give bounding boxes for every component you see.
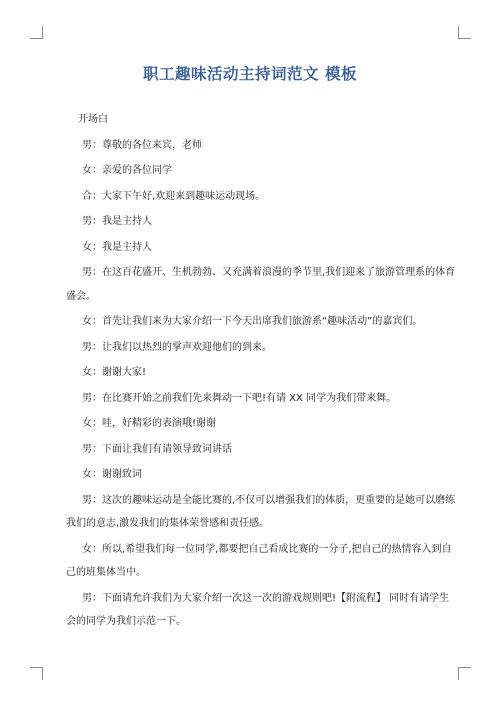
crop-mark-bottom-left — [30, 667, 43, 680]
document-body — [66, 108, 458, 636]
paragraph: 女：亲爱的各位同学 — [82, 165, 172, 176]
paragraph: 合：大家下午好,欢迎来到趣味运动现场。 — [82, 190, 266, 202]
paragraph: 男：尊敬的各位来宾，老师 — [82, 139, 202, 151]
paragraph: 男：我是主持人 — [82, 216, 152, 227]
paragraph: 男：让我们以热烈的掌声欢迎他们的到来。 — [82, 341, 272, 353]
crop-mark-top-right — [458, 26, 471, 39]
paragraph: 男：在比赛开始之前我们先来舞动一下吧!有请 XX 同学为我们带来舞。 — [82, 392, 397, 404]
document-title: 职工趣味活动主持词范文 模板 — [143, 65, 357, 83]
paragraph-opening: 开场白 — [78, 114, 108, 125]
paragraph: 男：下面让我们有请领导致词讲话 — [82, 443, 232, 455]
crop-mark-top-left — [30, 26, 43, 39]
paragraph: 男：下面请允许我们为大家介绍一次这一次的游戏规则吧!【附流程】 同时有请学生会的同学为我们示范一下。 — [66, 592, 450, 627]
paragraph: 女：所以,希望我们每一位同学,都要把自己看成比赛的一分子,把自己的热情容入到自己的班集体当中。 — [66, 543, 452, 578]
paragraph: 女：首先让我们来为大家介绍一下今天出席我们旅游系“趣味活动”的嘉宾们。 — [82, 316, 423, 327]
paragraph: 女：谢谢大家! — [82, 367, 147, 378]
paragraph: 男：在这百花盛开、生机勃勃、又充满着浪漫的季节里,我们迎来了旅游管理系的体育盛会。 — [66, 267, 456, 302]
crop-mark-bottom-right — [458, 667, 471, 680]
paragraph: 女：谢谢致词 — [82, 469, 142, 480]
paragraph: 女：哇，好精彩的表演哦!谢谢 — [82, 418, 217, 429]
paragraph: 女：我是主持人 — [82, 241, 152, 253]
paragraph: 男：这次的趣味运动是全能比赛的,不仅可以增强我们的体质，更重要的是她可以磨练我们的意志,激发我们的集体荣誉感和责任感。 — [66, 494, 456, 529]
